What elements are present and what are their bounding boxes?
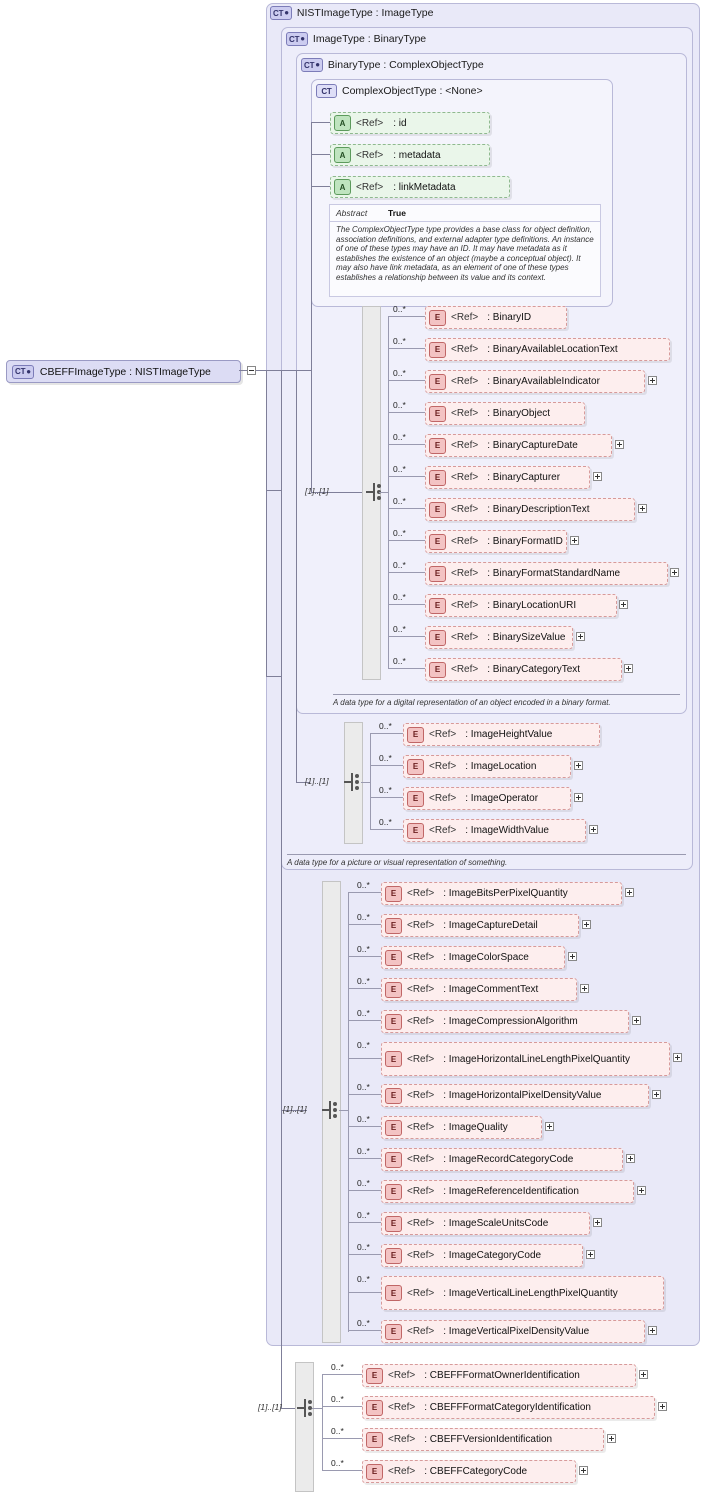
element-ref: <Ref> (407, 1154, 435, 1165)
attribute-name: : metadata (393, 149, 441, 161)
occurrence-label: 0..* (357, 1008, 370, 1018)
element-name: : ImageWidthValue (465, 825, 549, 836)
expand-toggle[interactable] (670, 568, 679, 577)
element-ref: <Ref> (407, 1122, 435, 1133)
occurrence-label: 0..* (357, 944, 370, 954)
connector (311, 154, 330, 155)
connector (312, 1408, 322, 1409)
element-ref: <Ref> (407, 1016, 435, 1027)
connector (348, 1158, 381, 1159)
element-imagequality[interactable] (381, 1116, 542, 1139)
expand-toggle[interactable] (637, 1186, 646, 1195)
occurrence-label: 0..* (357, 976, 370, 986)
connector (266, 676, 281, 677)
group-cardinality-binary: [1]..[1] (305, 486, 329, 496)
element-ref: <Ref> (429, 793, 457, 804)
element-badge-icon: E (429, 630, 446, 646)
connector (281, 370, 296, 371)
element-badge-icon: E (385, 1285, 402, 1301)
connector (348, 1222, 381, 1223)
element-badge-icon: E (429, 662, 446, 678)
root-collapse-toggle[interactable] (247, 366, 256, 375)
occurrence-label: 0..* (393, 336, 406, 346)
element-name: : CBEFFCategoryCode (424, 1466, 528, 1477)
expand-toggle[interactable] (586, 1250, 595, 1259)
element-imagescaleunitscode[interactable] (381, 1212, 590, 1235)
connector (348, 892, 381, 893)
occurrence-label: 0..* (379, 721, 392, 731)
expand-toggle[interactable] (576, 632, 585, 641)
expand-toggle[interactable] (593, 1218, 602, 1227)
element-name: : ImageQuality (443, 1122, 508, 1133)
element-ref: <Ref> (451, 408, 479, 419)
element-name: : BinaryAvailableIndicator (487, 376, 600, 387)
element-badge-icon: E (429, 310, 446, 326)
element-ref: <Ref> (429, 825, 457, 836)
connector (388, 572, 425, 573)
occurrence-label: 0..* (393, 624, 406, 634)
connector (348, 892, 349, 1332)
connector (266, 370, 267, 676)
expand-toggle[interactable] (658, 1402, 667, 1411)
expand-toggle[interactable] (648, 376, 657, 385)
element-ref: <Ref> (451, 568, 479, 579)
element-name: : ImageHorizontalLineLengthPixelQuantity (443, 1053, 631, 1065)
occurrence-label: 0..* (393, 368, 406, 378)
connector (388, 316, 425, 317)
element-name: : ImageScaleUnitsCode (443, 1218, 549, 1229)
occurrence-label: 0..* (357, 1040, 370, 1050)
element-name: : BinarySizeValue (487, 632, 566, 643)
element-ref: <Ref> (388, 1402, 416, 1413)
attribute-linkmetadata[interactable] (330, 176, 510, 198)
element-binarysizevalue[interactable] (425, 626, 573, 649)
connector (388, 540, 425, 541)
attribute-badge-icon: A (334, 115, 351, 131)
element-name: : ImageHeightValue (465, 729, 553, 740)
connector (388, 476, 425, 477)
element-name: : ImageCompressionAlgorithm (443, 1016, 578, 1027)
element-badge-icon: E (385, 918, 402, 934)
element-ref: <Ref> (451, 504, 479, 515)
element-badge-icon: E (429, 502, 446, 518)
element-badge-icon: E (429, 374, 446, 390)
connector (388, 668, 425, 669)
element-imagehorizontalpixeldensityvalue[interactable] (381, 1084, 649, 1107)
element-imageoperator[interactable] (403, 787, 571, 810)
element-imageheightvalue[interactable] (403, 723, 600, 746)
expand-toggle[interactable] (545, 1122, 554, 1131)
element-badge-icon: E (385, 1248, 402, 1264)
expand-toggle[interactable] (673, 1053, 682, 1062)
element-ref: <Ref> (451, 440, 479, 451)
element-badge-icon: E (385, 1014, 402, 1030)
imagetype-documentation: A data type for a picture or visual representation of something. (287, 858, 508, 867)
element-badge-icon: E (366, 1368, 383, 1384)
occurrence-label: 0..* (393, 304, 406, 314)
element-badge-icon: E (385, 1051, 402, 1067)
element-name: : ImageHorizontalPixelDensityValue (443, 1090, 602, 1101)
expand-toggle[interactable] (652, 1090, 661, 1099)
element-imagehorizontallinelengthpixelquantity[interactable] (381, 1042, 670, 1076)
expand-toggle[interactable] (582, 920, 591, 929)
occurrence-label: 0..* (393, 528, 406, 538)
connector (296, 370, 311, 371)
element-name: : BinaryID (487, 312, 532, 323)
sequence-compositor-icon (344, 772, 361, 792)
element-badge-icon: E (385, 1184, 402, 1200)
occurrence-label: 0..* (393, 464, 406, 474)
element-name: : BinaryObject (487, 408, 551, 419)
element-name: : ImageCaptureDetail (443, 920, 538, 931)
connector (348, 1292, 381, 1293)
element-ref: <Ref> (407, 888, 435, 899)
connector (388, 508, 425, 509)
element-name: : ImageLocation (465, 761, 537, 772)
element-name: : BinaryAvailableLocationText (487, 344, 618, 355)
element-binarycapturedate[interactable] (425, 434, 612, 457)
connector (311, 122, 330, 123)
element-badge-icon: E (366, 1432, 383, 1448)
typeheader-binarytype (301, 58, 484, 72)
element-imagelocation[interactable] (403, 755, 571, 778)
element-name: : ImageRecordCategoryCode (443, 1154, 574, 1165)
element-ref: <Ref> (388, 1370, 416, 1381)
element-badge-icon: E (366, 1464, 383, 1480)
element-badge-icon: E (385, 1216, 402, 1232)
sequence-compositor-icon (322, 1100, 339, 1120)
occurrence-label: 0..* (393, 432, 406, 442)
element-name: : BinaryCapturer (487, 472, 561, 483)
element-binarydescriptiontext[interactable] (425, 498, 635, 521)
divider (287, 854, 686, 855)
connector (266, 490, 281, 491)
element-badge-icon: E (429, 438, 446, 454)
element-badge-icon: E (385, 950, 402, 966)
element-binaryid[interactable] (425, 306, 567, 329)
element-badge-icon: E (429, 566, 446, 582)
connector (348, 1094, 381, 1095)
expand-toggle[interactable] (648, 1326, 657, 1335)
abstract-key: Abstract (336, 208, 368, 218)
connector (348, 1058, 381, 1059)
expand-toggle[interactable] (615, 440, 624, 449)
element-name: : ImageColorSpace (443, 952, 529, 963)
occurrence-label: 0..* (331, 1394, 344, 1404)
ct-badge-icon: CT (316, 84, 337, 98)
occurrence-label: 0..* (357, 1178, 370, 1188)
connector (388, 412, 425, 413)
connector (348, 988, 381, 989)
occurrence-label: 0..* (357, 880, 370, 890)
element-binaryobject[interactable] (425, 402, 585, 425)
element-name: : ImageBitsPerPixelQuantity (443, 888, 568, 899)
element-imagereferenceidentification[interactable] (381, 1180, 634, 1203)
connector (370, 733, 403, 734)
element-badge-icon: E (407, 823, 424, 839)
element-imageverticallinelengthpixelquantity[interactable] (381, 1276, 664, 1310)
element-name: : BinaryCategoryText (487, 664, 581, 675)
occurrence-label: 0..* (393, 656, 406, 666)
expand-toggle[interactable] (607, 1434, 616, 1443)
element-name: : ImageCommentText (443, 984, 539, 995)
connector (322, 1406, 362, 1407)
ct-badge-icon: CT ● (270, 6, 292, 20)
connector (370, 765, 403, 766)
expand-toggle[interactable] (624, 664, 633, 673)
connector (388, 444, 425, 445)
element-name: : CBEFFVersionIdentification (424, 1434, 553, 1445)
root-node-cbeffimagetype[interactable] (6, 360, 241, 383)
element-imagecompressionalgorithm[interactable] (381, 1010, 629, 1033)
connector (370, 797, 403, 798)
element-ref: <Ref> (451, 664, 479, 675)
occurrence-label: 0..* (393, 496, 406, 506)
element-name: : ImageCategoryCode (443, 1250, 542, 1261)
element-ref: <Ref> (429, 729, 457, 740)
typeheader-complexobjecttype (316, 84, 483, 98)
element-ref: <Ref> (451, 344, 479, 355)
element-imageverticalpixeldensityvalue[interactable] (381, 1320, 645, 1343)
element-ref: <Ref> (407, 952, 435, 963)
expand-toggle[interactable] (574, 761, 583, 770)
occurrence-label: 0..* (393, 560, 406, 570)
connector (379, 492, 388, 493)
element-cbeffformatcategoryidentification[interactable] (362, 1396, 655, 1419)
expand-toggle[interactable] (638, 504, 647, 513)
element-ref: <Ref> (407, 1250, 435, 1261)
connector (256, 370, 266, 371)
element-name: : BinaryFormatID (487, 536, 563, 547)
connector (388, 316, 389, 668)
abstract-info-block (329, 204, 601, 297)
element-name: : ImageOperator (465, 793, 539, 804)
element-badge-icon: E (429, 598, 446, 614)
connector (348, 1190, 381, 1191)
occurrence-label: 0..* (379, 785, 392, 795)
connector (348, 1330, 381, 1331)
element-badge-icon: E (385, 1120, 402, 1136)
occurrence-label: 0..* (357, 1114, 370, 1124)
attribute-badge-icon: A (334, 179, 351, 195)
element-ref: <Ref> (407, 1186, 435, 1197)
element-name: : ImageReferenceIdentification (443, 1186, 579, 1197)
group-cardinality-nistimage: [1]..[1] (283, 1104, 307, 1114)
expand-toggle[interactable] (570, 536, 579, 545)
connector (239, 370, 247, 371)
expand-toggle[interactable] (625, 888, 634, 897)
ct-badge-icon: CT ● (301, 58, 323, 72)
element-imagecapturedetail[interactable] (381, 914, 579, 937)
element-binaryavailableindicator[interactable] (425, 370, 645, 393)
element-binarycategorytext[interactable] (425, 658, 622, 681)
element-ref: <Ref> (388, 1466, 416, 1477)
element-badge-icon: E (429, 406, 446, 422)
connector (311, 186, 330, 187)
connector (370, 733, 371, 829)
root-node-label: CBEFFImageType : NISTImageType (39, 365, 211, 378)
element-imagewidthvalue[interactable] (403, 819, 586, 842)
element-imagebitsperpixelquantity[interactable] (381, 882, 622, 905)
element-cbeffversionidentification[interactable] (362, 1428, 604, 1451)
ct-badge-icon: CT ● (286, 32, 308, 46)
occurrence-label: 0..* (331, 1426, 344, 1436)
connector (388, 636, 425, 637)
element-name: : CBEFFFormatCategoryIdentification (424, 1402, 591, 1413)
element-ref: <Ref> (451, 472, 479, 483)
abstract-documentation: The ComplexObjectType type provides a base class for object definition, association definitions, and external adapter type definitions. An instance of one of these types may have an ID. It may have metadata as it establishes the existence of an object (maybe a conceptual object). It may also have link metadata, as an element of one of these types establishes a relationship between its value and its context. (336, 225, 594, 282)
element-cbeffcategorycode[interactable] (362, 1460, 576, 1483)
element-ref: <Ref> (429, 761, 457, 772)
attribute-ref: <Ref> (356, 181, 384, 193)
element-name: : BinaryCaptureDate (487, 440, 578, 451)
element-badge-icon: E (385, 886, 402, 902)
connector (266, 370, 281, 371)
element-badge-icon: E (407, 759, 424, 775)
attribute-metadata[interactable] (330, 144, 490, 166)
element-badge-icon: E (429, 534, 446, 550)
element-badge-icon: E (385, 1324, 402, 1340)
typeheader-imagetype (286, 32, 426, 46)
ct-badge-icon: CT ● (12, 365, 34, 379)
element-imagerecordcategorycode[interactable] (381, 1148, 623, 1171)
element-imagecategorycode[interactable] (381, 1244, 583, 1267)
element-name: : BinaryDescriptionText (487, 504, 590, 515)
occurrence-label: 0..* (357, 1082, 370, 1092)
element-ref: <Ref> (407, 1090, 435, 1101)
element-badge-icon: E (407, 727, 424, 743)
connector (388, 348, 425, 349)
attribute-ref: <Ref> (356, 117, 384, 129)
typeheader-label: ComplexObjectType : <None> (342, 85, 483, 97)
connector (311, 122, 312, 492)
expand-toggle[interactable] (626, 1154, 635, 1163)
element-cbeffformatowneridentification[interactable] (362, 1364, 636, 1387)
typeheader-label: NISTImageType : ImageType (296, 7, 434, 19)
occurrence-label: 0..* (331, 1362, 344, 1372)
group-cardinality-cbeff: [1]..[1] (258, 1402, 282, 1412)
element-ref: <Ref> (407, 984, 435, 995)
element-name: : CBEFFFormatOwnerIdentification (424, 1370, 580, 1381)
typeheader-label: BinaryType : ComplexObjectType (327, 59, 484, 71)
element-binaryavailablelocationtext[interactable] (425, 338, 670, 361)
element-binaryformatid[interactable] (425, 530, 567, 553)
expand-toggle[interactable] (579, 1466, 588, 1475)
element-ref: <Ref> (451, 312, 479, 323)
connector (322, 1438, 362, 1439)
group-bar-cbeff (295, 1362, 314, 1492)
occurrence-label: 0..* (357, 1210, 370, 1220)
connector (361, 782, 370, 783)
group-cardinality-image: [1]..[1] (305, 776, 329, 786)
element-imagecommenttext[interactable] (381, 978, 577, 1001)
element-badge-icon: E (429, 470, 446, 486)
divider (333, 694, 680, 695)
connector (339, 1110, 348, 1111)
element-badge-icon: E (385, 1152, 402, 1168)
occurrence-label: 0..* (357, 912, 370, 922)
expand-toggle[interactable] (580, 984, 589, 993)
element-badge-icon: E (407, 791, 424, 807)
attribute-ref: <Ref> (356, 149, 384, 161)
expand-toggle[interactable] (632, 1016, 641, 1025)
element-binarylocationuri[interactable] (425, 594, 617, 617)
element-name: : BinaryFormatStandardName (487, 568, 621, 579)
connector (388, 604, 425, 605)
attribute-name: : id (393, 117, 407, 129)
divider (330, 221, 600, 222)
typeheader-label: ImageType : BinaryType (312, 33, 427, 45)
connector (348, 924, 381, 925)
occurrence-label: 0..* (357, 1318, 370, 1328)
expand-toggle[interactable] (568, 952, 577, 961)
element-badge-icon: E (385, 982, 402, 998)
expand-toggle[interactable] (574, 793, 583, 802)
connector (281, 370, 282, 1408)
element-ref: <Ref> (451, 536, 479, 547)
element-binaryformatstandardname[interactable] (425, 562, 668, 585)
occurrence-label: 0..* (357, 1274, 370, 1284)
element-binarycapturer[interactable] (425, 466, 590, 489)
connector (348, 1126, 381, 1127)
element-badge-icon: E (366, 1400, 383, 1416)
binarytype-documentation: A data type for a digital representation of an object encoded in a binary format. (333, 698, 611, 707)
connector (370, 829, 403, 830)
connector (322, 1470, 362, 1471)
element-ref: <Ref> (451, 632, 479, 643)
occurrence-label: 0..* (357, 1146, 370, 1156)
attribute-id[interactable] (330, 112, 490, 134)
element-badge-icon: E (385, 1088, 402, 1104)
occurrence-label: 0..* (379, 753, 392, 763)
element-name: : ImageVerticalLineLengthPixelQuantity (443, 1287, 618, 1299)
element-badge-icon: E (429, 342, 446, 358)
abstract-value: True (388, 208, 406, 218)
element-ref: <Ref> (407, 1218, 435, 1229)
element-ref: <Ref> (407, 1053, 435, 1065)
element-ref: <Ref> (451, 376, 479, 387)
expand-toggle[interactable] (639, 1370, 648, 1379)
element-ref: <Ref> (451, 600, 479, 611)
occurrence-label: 0..* (331, 1458, 344, 1468)
element-ref: <Ref> (388, 1434, 416, 1445)
occurrence-label: 0..* (357, 1242, 370, 1252)
element-name: : ImageVerticalPixelDensityValue (443, 1326, 590, 1337)
occurrence-label: 0..* (393, 400, 406, 410)
connector (322, 1374, 362, 1375)
element-imagecolorspace[interactable] (381, 946, 565, 969)
typeheader-nistimagetype (270, 6, 433, 20)
connector (322, 1374, 323, 1470)
connector (388, 380, 425, 381)
element-name: : BinaryLocationURI (487, 600, 577, 611)
expand-toggle[interactable] (589, 825, 598, 834)
attribute-name: : linkMetadata (393, 181, 456, 193)
expand-toggle[interactable] (593, 472, 602, 481)
connector (348, 1020, 381, 1021)
element-ref: <Ref> (407, 920, 435, 931)
connector (348, 1254, 381, 1255)
expand-toggle[interactable] (619, 600, 628, 609)
element-ref: <Ref> (407, 1326, 435, 1337)
occurrence-label: 0..* (393, 592, 406, 602)
element-ref: <Ref> (407, 1287, 435, 1299)
connector (348, 956, 381, 957)
occurrence-label: 0..* (379, 817, 392, 827)
connector (296, 370, 297, 782)
attribute-badge-icon: A (334, 147, 351, 163)
